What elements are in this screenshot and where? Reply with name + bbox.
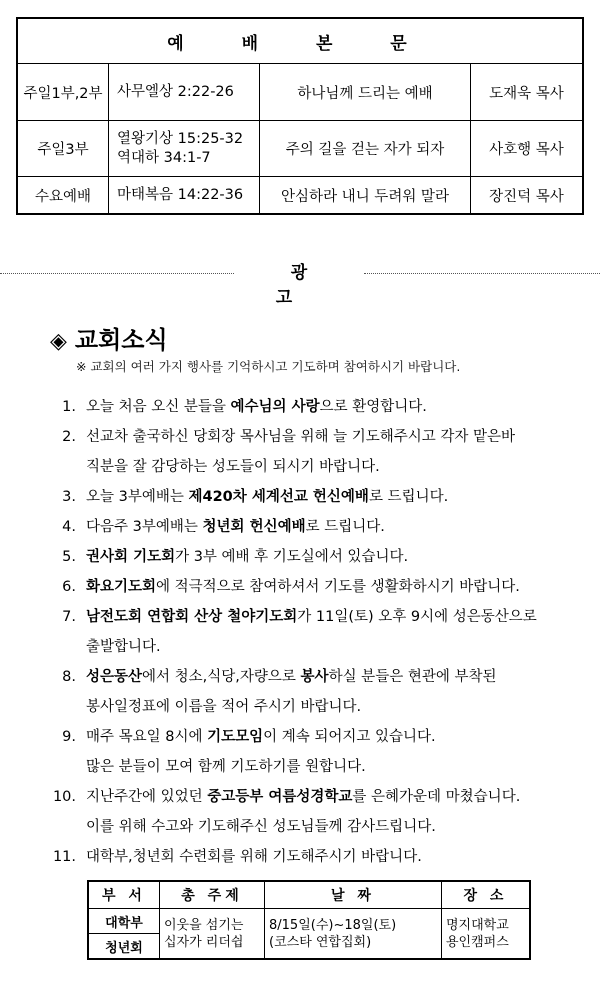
item-number: 7. [62, 609, 76, 625]
item-text: 직분을 잘 감당하는 성도들이 되시기 바랍니다. [86, 459, 380, 475]
item-number: 9. [62, 729, 76, 745]
item-text: 다음주 3부예배는 [86, 519, 203, 535]
scripture-line: 사무엘상 2:22-26 [117, 83, 234, 100]
date-cell [265, 909, 442, 960]
sermon-cell: 주의 길을 걷는 자가 되자 [260, 121, 471, 177]
item-highlight: 기도모임 [207, 729, 264, 745]
item-highlight: 제420차 세계선교 헌신예배 [188, 489, 369, 505]
theme-line: 십자가 리더쉽 [164, 934, 244, 950]
item-text: 대학부,청년회 수련회를 위해 기도해주시기 바랍니다. [86, 849, 422, 865]
item-highlight: 중고등부 여름성경학교 [207, 789, 353, 805]
item-text: 선교차 출국하신 당회장 목사님을 위해 늘 기도해주시고 각자 맡은바 [86, 429, 516, 445]
retreat-table [87, 880, 531, 960]
place-line: 용인캠퍼스 [446, 934, 509, 950]
sermon-cell: 안심하라 내니 두려워 말라 [260, 177, 471, 215]
pastor-cell: 사호행 목사 [471, 121, 584, 177]
news-note: ※ 교회의 여러 가지 행사를 기억하시고 기도하며 참여하시기 바랍니다. [76, 359, 461, 374]
service-cell: 주일3부 [17, 121, 109, 177]
item-highlight: 화요기도회 [86, 579, 157, 595]
item-highlight: 권사회 기도회 [86, 549, 176, 565]
news-heading-text: 교회소식 [74, 325, 168, 354]
service-cell: 주일1부,2부 [17, 64, 109, 121]
list-item [40, 602, 580, 662]
list-item [40, 392, 580, 422]
item-highlight: 청년회 헌신예배 [202, 519, 306, 535]
pastor-cell: 도재욱 목사 [471, 64, 584, 121]
item-text: 로 드립니다. [305, 519, 385, 535]
news-list [40, 392, 580, 872]
pastor-cell: 장진덕 목사 [471, 177, 584, 215]
list-item [40, 422, 580, 482]
item-text: 출발합니다. [86, 639, 161, 655]
header-department: 부 서 [88, 881, 160, 909]
item-number: 6. [62, 579, 76, 595]
item-text: 봉사일정표에 이름을 적어 주시기 바랍니다. [86, 699, 362, 715]
news-heading [50, 320, 168, 355]
list-item [40, 722, 580, 782]
table-row [88, 909, 530, 934]
place-cell [442, 909, 531, 960]
item-text: 이를 위해 수고와 기도해주신 성도님들께 감사드립니다. [86, 819, 436, 835]
table-row [17, 121, 583, 177]
divider-line-left [0, 273, 234, 274]
item-text: 오늘 처음 오신 분들을 [86, 399, 231, 415]
item-highlight: 봉사 [300, 669, 329, 685]
item-text: 로 드립니다. [368, 489, 449, 505]
item-text: 지난주간에 있었던 [86, 789, 208, 805]
item-text: 에 적극적으로 참여하셔서 기도를 생활화하시기 바랍니다. [156, 579, 520, 595]
scripture-cell [109, 121, 260, 177]
scripture-line: 역대하 34:1-7 [117, 149, 211, 166]
item-number: 4. [62, 519, 76, 535]
worship-title: 예 배 본 문 [17, 18, 583, 64]
header-place: 장 소 [442, 881, 531, 909]
item-highlight: 성은동산 [86, 669, 143, 685]
table-row [17, 177, 583, 215]
item-highlight: 남전도회 연합회 산상 철야기도회 [86, 609, 298, 625]
item-text: 매주 목요일 8시에 [86, 729, 208, 745]
item-text: 많은 분들이 모여 함께 기도하기를 원합니다. [86, 759, 366, 775]
item-number: 3. [62, 489, 76, 505]
group-cell: 청년회 [88, 934, 160, 960]
list-item [40, 662, 580, 722]
sermon-cell: 하나님께 드리는 예배 [260, 64, 471, 121]
scripture-cell [109, 64, 260, 121]
item-number: 2. [62, 429, 76, 445]
item-number: 10. [52, 789, 76, 805]
table-row [17, 64, 583, 121]
scripture-cell [109, 177, 260, 215]
list-item [40, 512, 580, 542]
scripture-line: 마태복음 14:22-36 [117, 186, 244, 203]
list-item [40, 782, 580, 842]
item-text: 오늘 3부예배는 [86, 489, 189, 505]
service-cell: 수요예배 [17, 177, 109, 215]
item-highlight: 예수님의 사랑 [230, 399, 320, 415]
item-text: 하실 분들은 현관에 부착된 [328, 669, 497, 685]
ads-divider [0, 258, 600, 308]
divider-line-right [364, 273, 600, 274]
item-number: 1. [62, 399, 76, 415]
scripture-line: 열왕기상 15:25-32 [117, 130, 244, 147]
date-line: 8/15일(수)~18일(토) [269, 917, 397, 933]
item-number: 11. [52, 849, 76, 865]
ads-title: 광 고 [275, 263, 338, 308]
header-theme: 총 주제 [160, 881, 265, 909]
worship-table [16, 17, 584, 215]
date-line: (코스타 연합집회) [269, 934, 372, 950]
item-text: 가 3부 예배 후 기도실에서 있습니다. [175, 549, 409, 565]
item-number: 8. [62, 669, 76, 685]
diamond-bullet-icon: ◈ [50, 328, 67, 354]
list-item [40, 482, 580, 512]
item-number: 5. [62, 549, 76, 565]
list-item [40, 572, 580, 602]
item-text: 이 계속 되어지고 있습니다. [263, 729, 436, 745]
item-text: 에서 청소,식당,자량으로 [142, 669, 301, 685]
place-line: 명지대학교 [446, 917, 509, 933]
list-item [40, 542, 580, 572]
item-text: 를 은혜가운데 마쳤습니다. [352, 789, 521, 805]
item-text: 으로 환영합니다. [319, 399, 427, 415]
item-text: 가 11일(토) 오후 9시에 성은동산으로 [297, 609, 537, 625]
header-date: 날 짜 [265, 881, 442, 909]
list-item [40, 842, 580, 872]
group-cell: 대학부 [88, 909, 160, 934]
theme-cell [160, 909, 265, 960]
theme-line: 이웃을 섬기는 [164, 917, 244, 933]
